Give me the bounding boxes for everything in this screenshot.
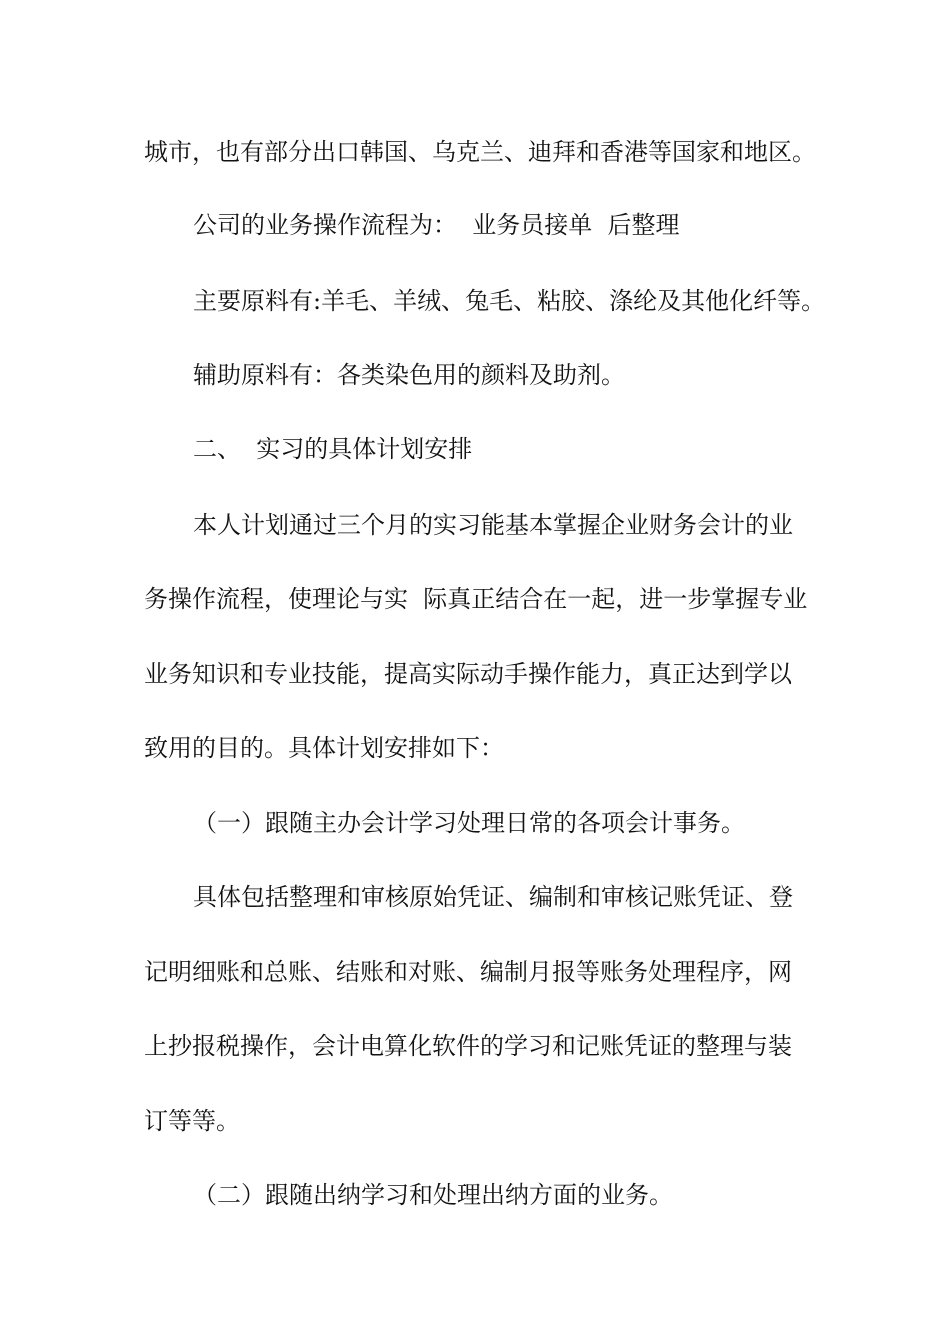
paragraph-line: 本人计划通过三个月的实习能基本掌握企业财务会计的业 [193,511,793,539]
paragraph-line: 具体包括整理和审核原始凭证、编制和审核记账凭证、登 [193,883,793,911]
subsection-heading: （二）跟随出纳学习和处理出纳方面的业务。 [193,1181,673,1209]
paragraph-line: 城市，也有部分出口韩国、乌克兰、迪拜和香港等国家和地区。 [144,138,816,166]
paragraph-line: 主要原料有:羊毛、羊绒、兔毛、粘胶、涤纶及其他化纤等。 [193,287,826,315]
section-heading: 二、 实习的具体计划安排 [193,435,473,463]
paragraph-line: 上抄报税操作，会计电算化软件的学习和记账凭证的整理与装 [144,1032,792,1060]
paragraph-line: 记明细账和总账、结账和对账、编制月报等账务处理程序，网 [144,958,792,986]
subsection-heading: （一）跟随主办会计学习处理日常的各项会计事务。 [193,809,745,837]
paragraph-line: 公司的业务操作流程为： 业务员接单 后整理 [193,211,680,239]
paragraph-line: 订等等。 [144,1107,240,1135]
paragraph-line: 业务知识和专业技能，提高实际动手操作能力，真正达到学以 [144,660,792,688]
paragraph-line: 务操作流程，使理论与实 际真正结合在一起，进一步掌握专业 [144,585,808,613]
paragraph-line: 致用的目的。具体计划安排如下： [144,734,504,762]
paragraph-line: 辅助原料有：各类染色用的颜料及助剂。 [193,361,625,389]
